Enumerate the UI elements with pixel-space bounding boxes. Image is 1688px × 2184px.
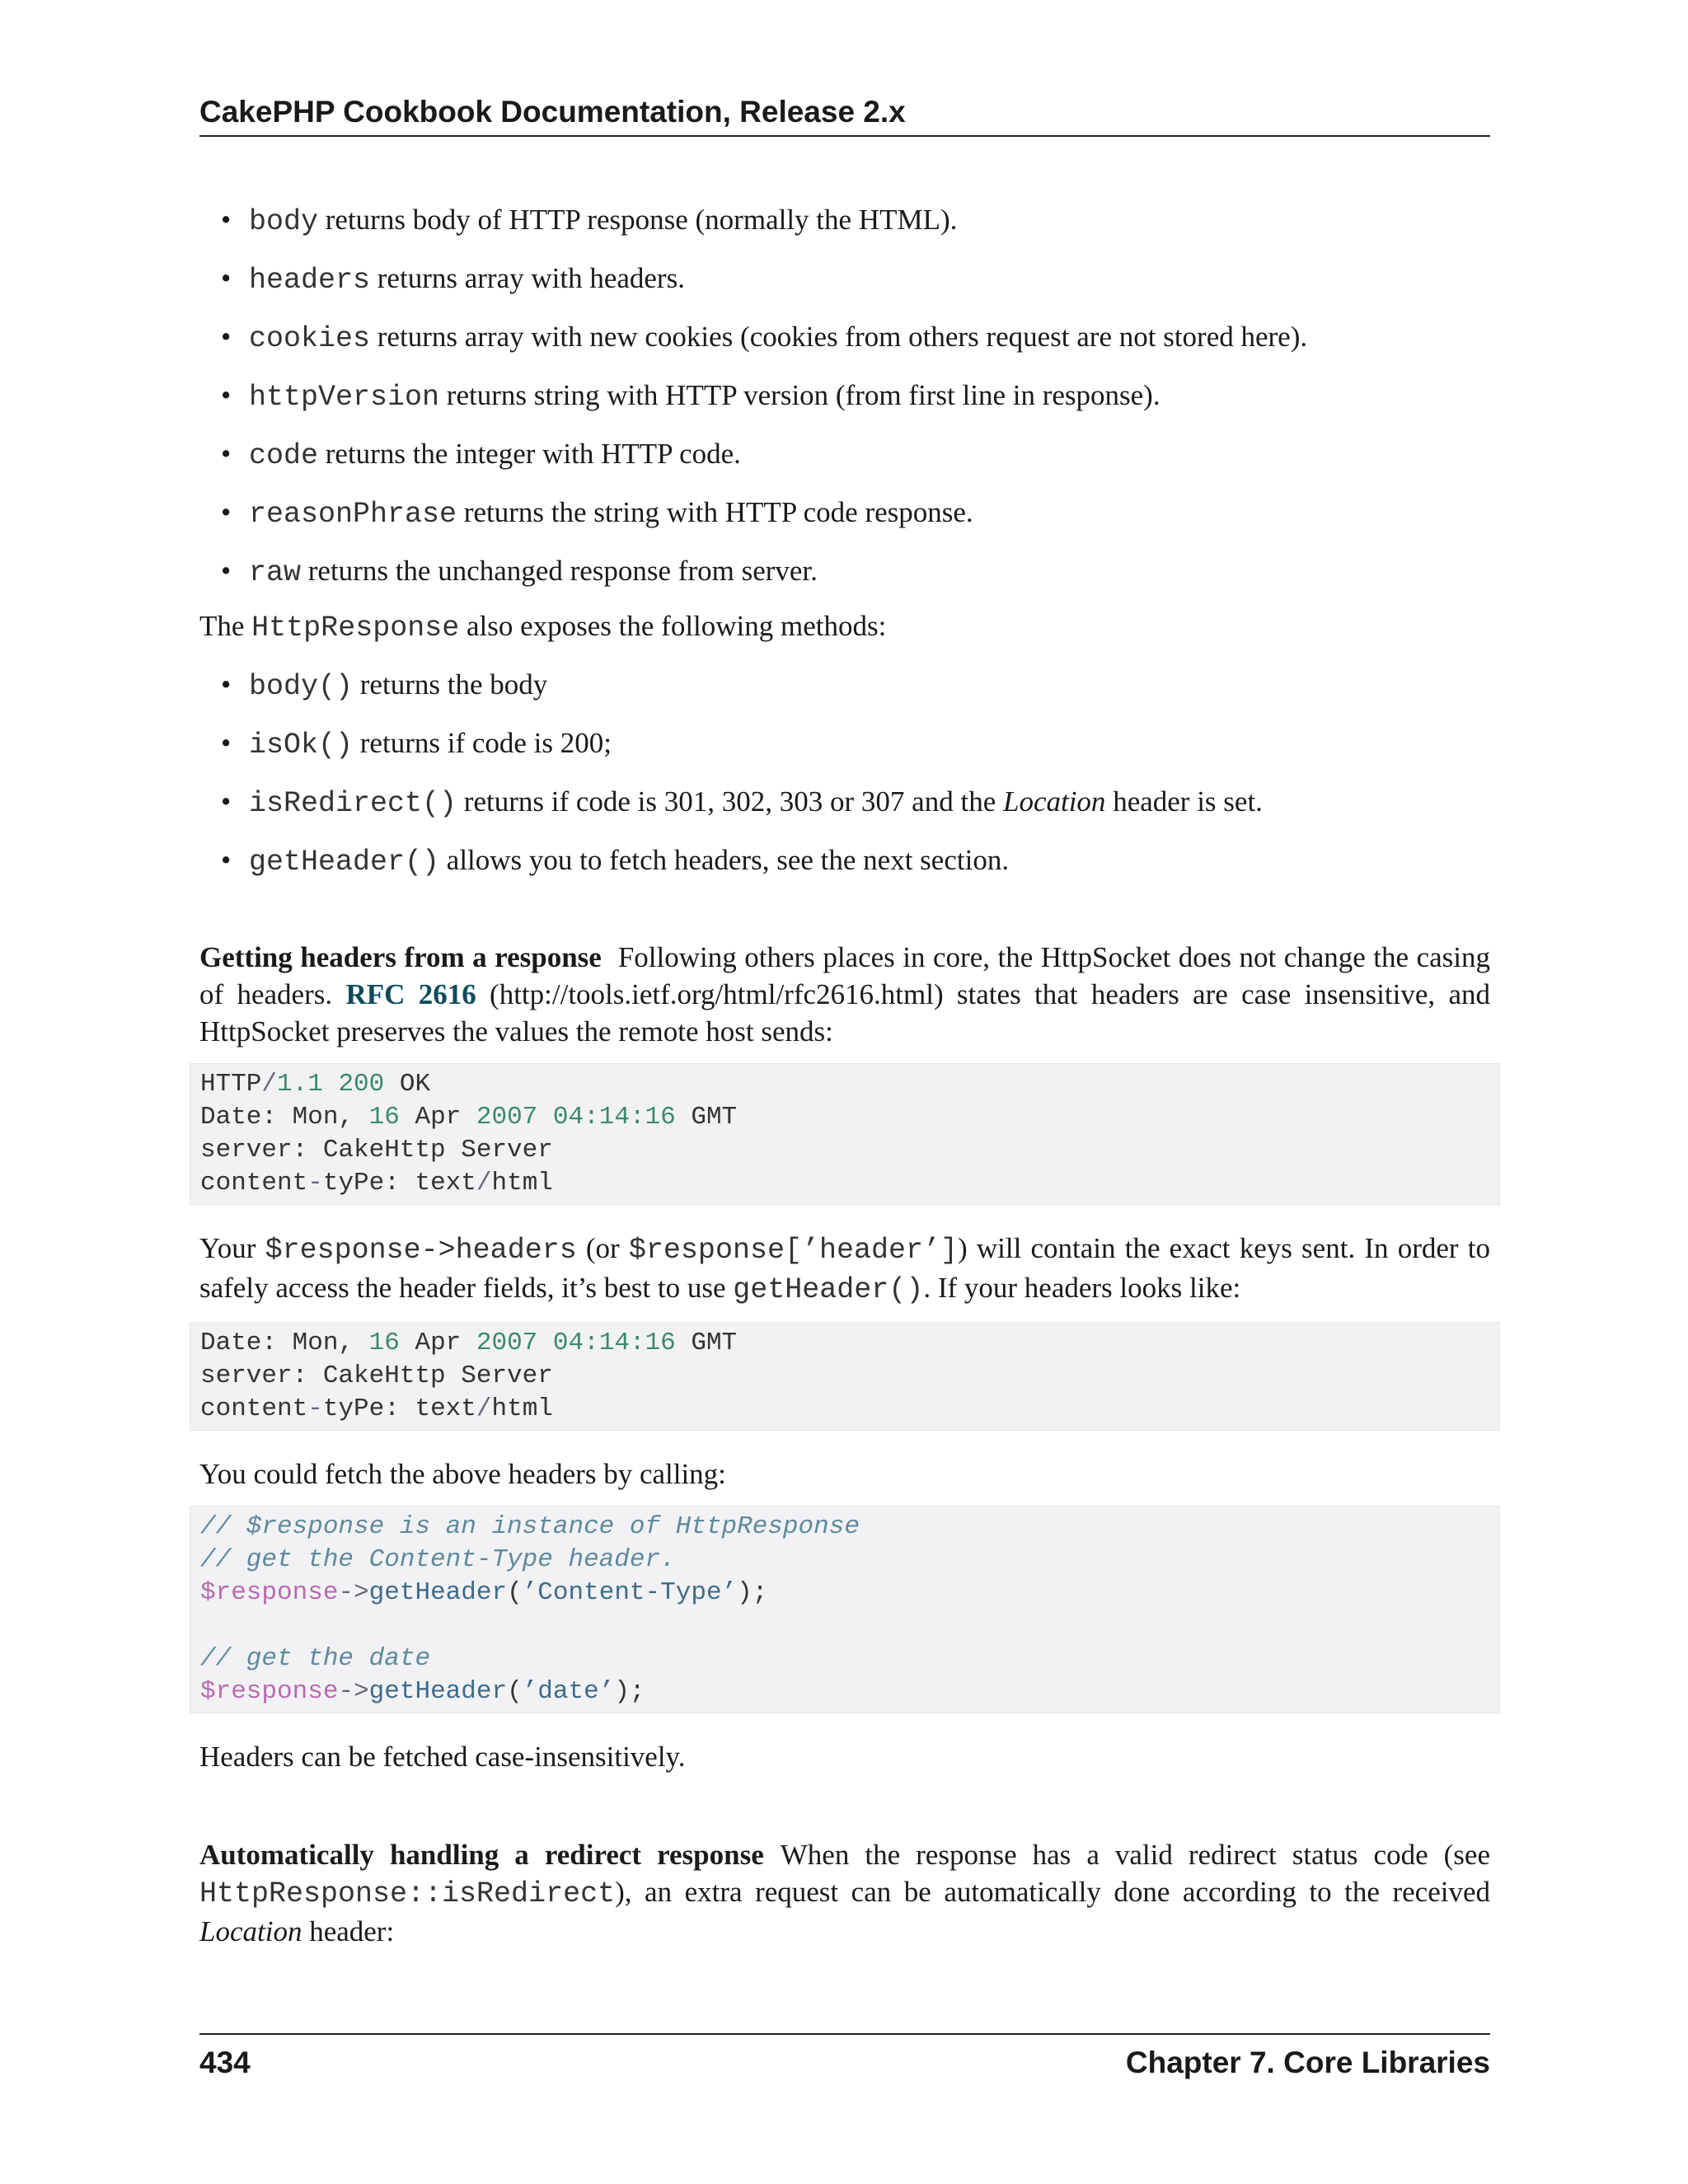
list-item: • body() returns the body xyxy=(249,666,1490,705)
bullet-icon: • xyxy=(221,262,232,294)
list-item: • body returns body of HTTP response (normally the HTML). xyxy=(249,201,1490,241)
section-redirect: Automatically handling a redirect response When the response has a valid redirect status code (see HttpResponse::isRedirect), an extra request can be automatically done according to the received Location header: xyxy=(199,1839,1490,1947)
list-item: • isOk() returns if code is 200; xyxy=(249,724,1490,764)
section-getting-headers: Getting headers from a response Following others places in core, the HttpSocket does not change the casing of headers. RFC 2616 (http://tools.ietf.org/html/rfc2616.html) states that headers are case insensitive, and HttpSocket preserves the values the remote host sends: xyxy=(199,941,1490,1047)
methods-list xyxy=(199,666,1490,881)
bullet-icon: • xyxy=(221,555,232,587)
methods-intro: The HttpResponse also exposes the following methods: xyxy=(199,610,887,644)
para-response-headers: Your $response->headers (or $response[’header’]) will contain the exact keys sent. In order to safely access the header fields, it’s best to use getHeader(). If your headers looks like: xyxy=(199,1232,1491,1306)
running-header: CakePHP Cookbook Documentation, Release 2.x xyxy=(199,92,1490,137)
list-item: • getHeader() allows you to fetch headers, see the next section. xyxy=(249,841,1490,881)
list-item: • httpVersion returns string with HTTP version (from first line in response). xyxy=(249,377,1490,416)
bullet-icon: • xyxy=(221,496,232,528)
bullet-icon: • xyxy=(221,438,232,470)
code-block-headers: Date: Mon, 16 Apr 2007 04:14:16 GMT server: CakeHttp Server content-tyPe: text/html xyxy=(190,1322,1500,1431)
para-fetch: You could fetch the above headers by calling: xyxy=(199,1458,726,1490)
rfc-2616-link[interactable]: RFC 2616 xyxy=(345,978,476,1010)
section-heading: Getting headers from a response xyxy=(199,941,602,973)
bullet-icon: • xyxy=(221,844,232,876)
list-item: • headers returns array with headers. xyxy=(249,260,1490,299)
bullet-icon: • xyxy=(221,204,232,236)
para-case-insensitive: Headers can be fetched case-insensitively. xyxy=(199,1741,686,1773)
code-block-response: HTTP/1.1 200 OK Date: Mon, 16 Apr 2007 04:14:16 GMT server: CakeHttp Server content-tyPe: text/html xyxy=(190,1063,1500,1205)
bullet-icon: • xyxy=(221,321,232,353)
page-number: 434 xyxy=(199,2046,251,2079)
bullet-icon: • xyxy=(221,668,232,701)
list-item: • code returns the integer with HTTP code. xyxy=(249,435,1490,475)
properties-list xyxy=(199,201,1490,592)
section-heading: Automatically handling a redirect response xyxy=(199,1839,764,1871)
chapter-title: Chapter 7. Core Libraries xyxy=(1125,2046,1490,2079)
bullet-icon: • xyxy=(221,727,232,759)
code-block-get-header: // $response is an instance of HttpResponse // get the Content-Type header. $response->getHeader(’Content-Type’); // get the date $response->getHeader(’date’); xyxy=(190,1506,1500,1713)
bullet-icon: • xyxy=(221,785,232,818)
list-item: • cookies returns array with new cookies (cookies from others request are not stored here). xyxy=(249,318,1490,358)
running-footer xyxy=(199,2033,1490,2083)
bullet-icon: • xyxy=(221,379,232,411)
list-item: • raw returns the unchanged response from server. xyxy=(249,552,1490,592)
list-item: • isRedirect() returns if code is 301, 302, 303 or 307 and the Location header is set. xyxy=(249,783,1490,823)
page-content xyxy=(199,201,1490,1950)
list-item: • reasonPhrase returns the string with HTTP code response. xyxy=(249,494,1490,533)
